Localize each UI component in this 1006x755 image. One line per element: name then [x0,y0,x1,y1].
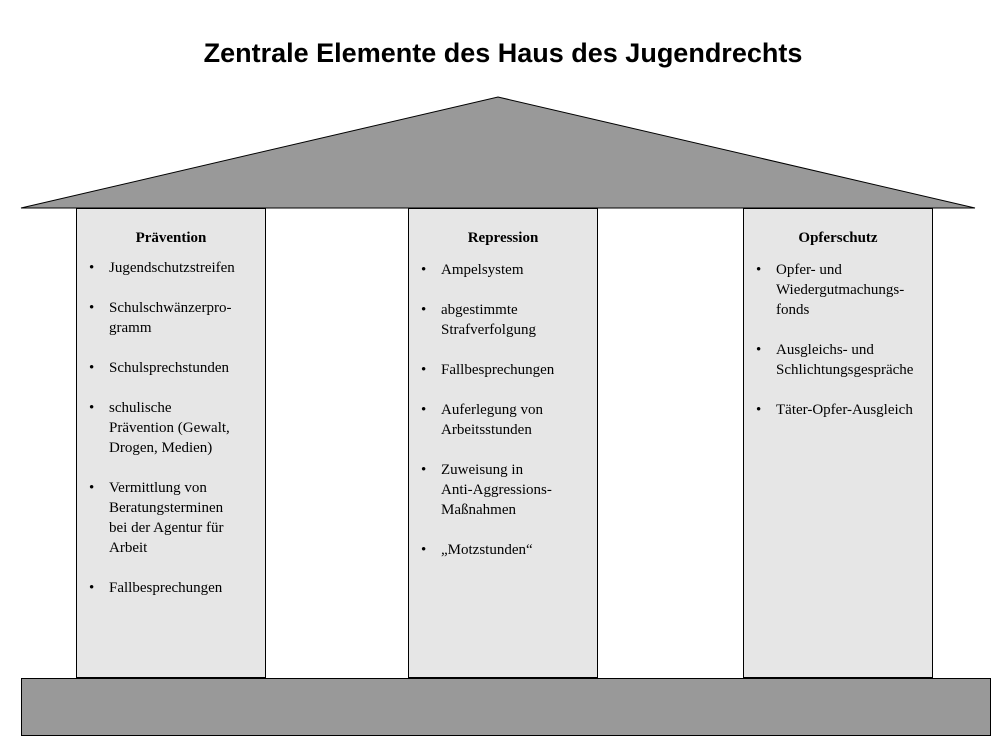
pillar-repression [408,208,598,678]
list-item: • Schulschwänzerpro- gramm [77,298,265,338]
pillar-item-list [409,260,597,560]
list-item: • Täter-Opfer-Ausgleich [744,400,932,420]
list-item: • Fallbesprechungen [409,360,597,380]
list-item: • schulische Prävention (Gewalt, Drogen, Medien) [77,398,265,458]
pillar-title: Repression [467,230,539,246]
house-foundation [21,678,991,736]
pillar-opferschutz [743,208,933,678]
house-roof [0,0,1006,215]
list-item: • Jugendschutzstreifen [77,258,265,278]
list-item: • Fallbesprechungen [77,578,265,598]
list-item: • Ausgleichs- und Schlichtungsgespräche [744,340,932,380]
list-item: • Schulsprechstunden [77,358,265,378]
pillar-item-list [744,260,932,420]
pillar-title: Opferschutz [798,230,878,246]
pillar-praevention [76,208,266,678]
list-item: • Zuweisung in Anti-Aggressions- Maßnahmen [409,460,597,520]
list-item: • Opfer- und Wiedergutmachungs- fonds [744,260,932,320]
list-item: • Vermittlung von Beratungsterminen bei der Agentur für Arbeit [77,478,265,558]
list-item: • Ampelsystem [409,260,597,280]
roof-triangle [21,97,975,208]
list-item: • „Motzstunden“ [409,540,597,560]
diagram-title: Zentrale Elemente des Haus des Jugendrechts [203,38,803,68]
list-item: • Auferlegung von Arbeitsstunden [409,400,597,440]
list-item: • abgestimmte Strafverfolgung [409,300,597,340]
pillar-title: Prävention [135,230,207,246]
pillar-item-list [77,258,265,598]
